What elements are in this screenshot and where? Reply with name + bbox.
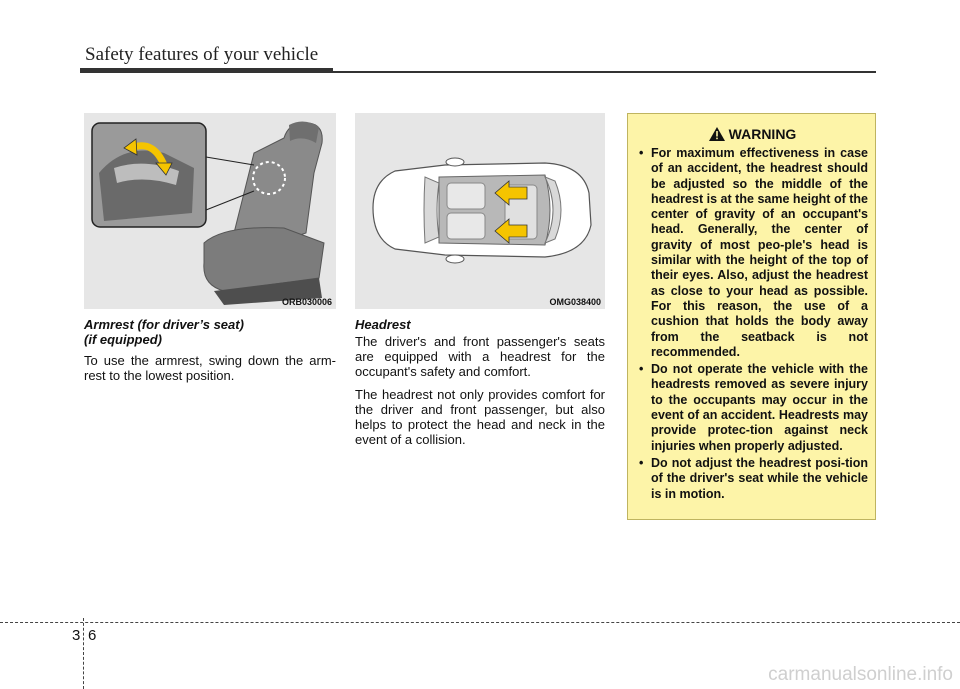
armrest-section — [84, 317, 336, 391]
armrest-subhead — [84, 317, 336, 347]
page-header-title: Safety features of your vehicle — [85, 44, 319, 65]
warning-item: • Do not operate the vehicle with the headrests removed as severe injury to the occupants may occur in the event of an accident. Headrests may provide protec-tion against neck injuries when properly adjusted. — [638, 362, 868, 454]
header-rule-thin — [80, 71, 876, 73]
page-number: 6 — [88, 627, 97, 644]
headrest-section — [355, 317, 605, 455]
warning-title: WARNING — [728, 126, 797, 142]
chapter-number: 3 — [72, 627, 81, 644]
armrest-body: To use the armrest, swing down the arm-rest to the lowest position. — [84, 353, 336, 383]
armrest-subhead-line1: Armrest (for driver’s seat) — [84, 317, 244, 332]
armrest-subhead-line2: (if equipped) — [84, 332, 162, 347]
watermark: carmanualsonline.info — [768, 664, 953, 685]
seat-illustration — [84, 113, 336, 309]
headrest-paragraph-2: The headrest not only provides comfort for the driver and front passenger, but also helps to protect the head and neck in the event of a collision. — [355, 387, 605, 447]
headrest-subhead: Headrest — [355, 317, 411, 332]
figure-code: ORB030006 — [281, 297, 332, 307]
warning-triangle-icon — [709, 127, 725, 141]
warning-header — [628, 126, 877, 142]
armrest-figure — [84, 113, 336, 309]
footer-divider — [0, 622, 960, 623]
warning-item: • For maximum effectiveness in case of an accident, the headrest should be adjusted so the middle of the headrest is at the same height of the center of gravity of an occupant's head. Generally, the center of gravity of most peo-ple's head is similar with the height of the top of their eyes. Also, adjust the headrest as close to your head as possible. For this reason, the use of a cushion that holds the body away from the seatback is not recommended. — [638, 146, 868, 360]
headrest-paragraph-1: The driver's and front passenger's seats are equipped with a headrest for the occupant's safety and comfort. — [355, 334, 605, 379]
footer-vertical-divider — [83, 618, 84, 689]
warning-list — [638, 146, 868, 504]
figure-code: OMG038400 — [549, 297, 601, 307]
warning-item: • Do not adjust the headrest posi-tion of the driver's seat while the vehicle is in motion. — [638, 456, 868, 502]
warning-box — [627, 113, 876, 520]
car-top-view-illustration — [355, 113, 605, 309]
headrest-figure — [355, 113, 605, 309]
